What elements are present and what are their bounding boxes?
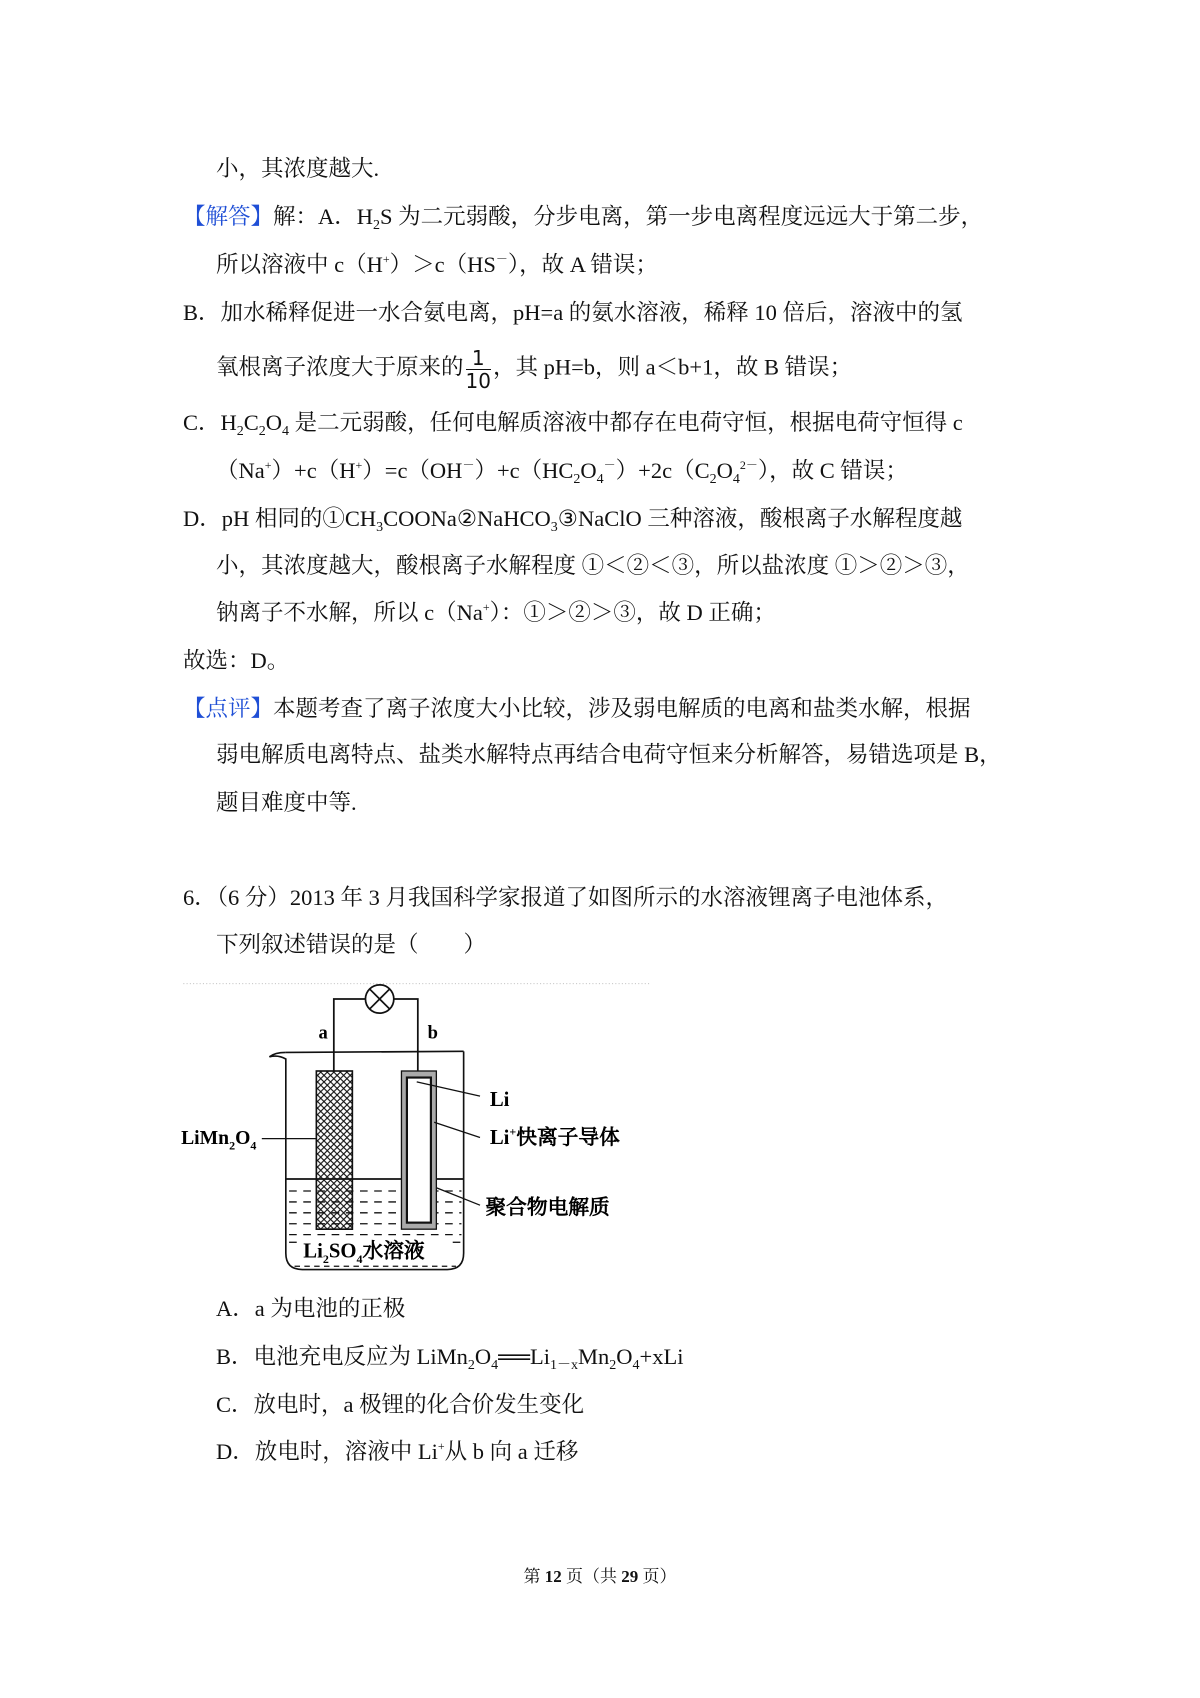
text-line	[216, 456, 908, 486]
subscript: 4	[632, 1358, 640, 1373]
text-segment: Mn	[578, 1344, 610, 1369]
text-segment: C	[243, 410, 259, 435]
text-segment: 是二元弱酸，任何电解质溶液中都存在电荷守恒，根据电荷守恒得 c	[289, 410, 963, 435]
text-segment: 本题考查了离子浓度大小比较，涉及弱电解质的电离和盐类水解，根据	[273, 696, 971, 721]
text-segment: ），故 C 错误；	[757, 458, 908, 483]
text-line	[183, 202, 983, 232]
text-segment: D．pH 相同的①CH	[183, 506, 377, 531]
supscript: +	[437, 1439, 445, 1453]
text-segment: 故选：D。	[183, 648, 290, 673]
text-segment: ）＞c（HS	[389, 252, 496, 277]
text-line	[216, 250, 658, 280]
electrode-b-label: b	[427, 1022, 438, 1044]
text-line	[216, 740, 1002, 770]
solution-label: $Li_2SO_4$水溶液	[303, 1240, 425, 1267]
text-segment: ③NaClO 三种溶液，酸根离子水解程度越	[557, 506, 963, 531]
subscript: 2	[258, 424, 266, 439]
conductor-label: Li+快离子导体	[489, 1124, 620, 1150]
subscript: 2	[709, 472, 717, 487]
text-line	[216, 930, 486, 960]
subscript: 2	[573, 472, 581, 487]
text-segment: 题目难度中等.	[216, 790, 357, 815]
text-segment: +xLi	[639, 1344, 684, 1369]
subscript: 3	[550, 520, 558, 535]
supscript: －	[495, 252, 508, 266]
supscript: －	[603, 458, 616, 472]
text-segment: S 为二元弱酸，分步电离，第一步电离程度远远大于第二步，	[380, 204, 984, 229]
text-line	[216, 551, 970, 581]
text-segment: 解：A．H	[273, 204, 374, 229]
cathode-label: $LiMn_2O_4$	[181, 1128, 257, 1153]
text-line	[216, 1390, 584, 1420]
text-segment: 从 b 向 a 迁移	[444, 1439, 579, 1464]
electrode-b-li	[401, 1071, 436, 1229]
text-segment: ）：①＞②＞③，故 D 正确；	[489, 600, 776, 625]
text-segment: D．放电时，溶液中 Li	[216, 1439, 438, 1464]
text-line	[216, 347, 852, 392]
footer-prefix: 第	[523, 1567, 545, 1586]
text-segment: O	[716, 458, 733, 483]
text-segment: ）+c（HC	[474, 458, 574, 483]
text-line	[216, 154, 379, 184]
battery-diagram	[180, 975, 660, 1275]
text-segment: （Na	[216, 458, 265, 483]
footer-middle: 页（共	[561, 1567, 622, 1586]
text-segment: 弱电解质电离特点、盐类水解特点再结合电荷守恒来分析解答，易错选项是 B，	[216, 742, 1002, 767]
supscript: －	[462, 458, 475, 472]
text-segment: 氧根离子浓度大于原来的	[216, 354, 464, 380]
subscript: 2	[609, 1358, 617, 1373]
polymer-electrolyte-label: 聚合物电解质	[485, 1196, 610, 1219]
text-line	[216, 788, 357, 818]
text-segment: ，其 pH=b，则 a＜b+1，故 B 错误；	[492, 354, 853, 380]
text-segment: O	[616, 1344, 633, 1369]
subscript: 4	[596, 472, 604, 487]
text-segment: ）+2c（C	[615, 458, 710, 483]
subscript: 4	[732, 472, 740, 487]
text-segment: ），故 A 错误；	[507, 252, 658, 277]
text-line	[183, 883, 948, 913]
text-segment: 钠离子不水解，所以 c（Na	[216, 600, 483, 625]
text-segment: O	[580, 458, 597, 483]
lamp-icon	[365, 985, 393, 1013]
text-segment: B．加水稀释促进一水合氨电离，pH=a 的氨水溶液，稀释 10 倍后，溶液中的氢	[183, 300, 963, 325]
text-line	[216, 1294, 405, 1324]
section-heading: 【解答】	[183, 204, 274, 229]
subscript: 2	[467, 1358, 475, 1373]
section-heading: 【点评】	[183, 696, 274, 721]
li-label: Li	[489, 1088, 510, 1111]
footer-total-pages: 29	[621, 1567, 639, 1586]
text-segment: ）=c（OH	[362, 458, 463, 483]
supscript: +	[382, 252, 390, 266]
text-line	[183, 408, 963, 438]
subscript: 4	[491, 1358, 499, 1373]
subscript: 2	[236, 424, 244, 439]
page-footer	[0, 1562, 1200, 1587]
fraction-denominator: 10	[465, 369, 491, 393]
text-segment: C．放电时，a 极锂的化合价发生变化	[216, 1392, 585, 1417]
text-segment: O	[474, 1344, 492, 1369]
text-line	[216, 1437, 578, 1467]
text-segment: 6．（6 分）2013 年 3 月我国科学家报道了如图所示的水溶液锂离子电池体系，	[183, 885, 949, 910]
text-segment: COONa②NaHCO	[383, 506, 551, 531]
electrode-a-label: a	[318, 1022, 328, 1044]
subscript: 4	[282, 424, 290, 439]
text-segment: ══Li	[498, 1344, 551, 1369]
text-segment: 所以溶液中 c（H	[216, 252, 383, 277]
subscript: 1－x	[550, 1358, 579, 1373]
text-segment: ）+c（H	[271, 458, 356, 483]
text-line	[183, 298, 963, 328]
supscript: +	[482, 600, 490, 614]
supscript: 2－	[739, 458, 758, 472]
subscript: 3	[376, 520, 384, 535]
text-line	[183, 504, 962, 534]
electrode-a-limn2o4	[316, 1071, 352, 1229]
fraction	[466, 347, 491, 392]
text-line	[216, 1342, 683, 1372]
text-segment: 下列叙述错误的是（ ）	[216, 932, 487, 957]
leader-lines	[262, 1082, 480, 1205]
text-line	[216, 598, 776, 628]
text-line	[183, 694, 971, 724]
text-segment: 小，其浓度越大，酸根离子水解程度 ①＜②＜③，所以盐浓度 ①＞②＞③，	[216, 553, 970, 578]
subscript: 2	[373, 218, 381, 233]
supscript: +	[264, 458, 272, 472]
text-segment: 小，其浓度越大.	[216, 156, 380, 181]
footer-suffix: 页）	[638, 1567, 677, 1586]
text-segment: A．a 为电池的正极	[216, 1296, 406, 1321]
fraction-numerator: 1	[466, 347, 491, 370]
supscript: +	[355, 458, 363, 472]
text-segment: O	[265, 410, 283, 435]
footer-page-number: 12	[544, 1567, 562, 1586]
text-segment: C．H	[183, 410, 237, 435]
text-segment: B．电池充电反应为 LiMn	[216, 1344, 468, 1369]
text-line	[183, 646, 289, 676]
